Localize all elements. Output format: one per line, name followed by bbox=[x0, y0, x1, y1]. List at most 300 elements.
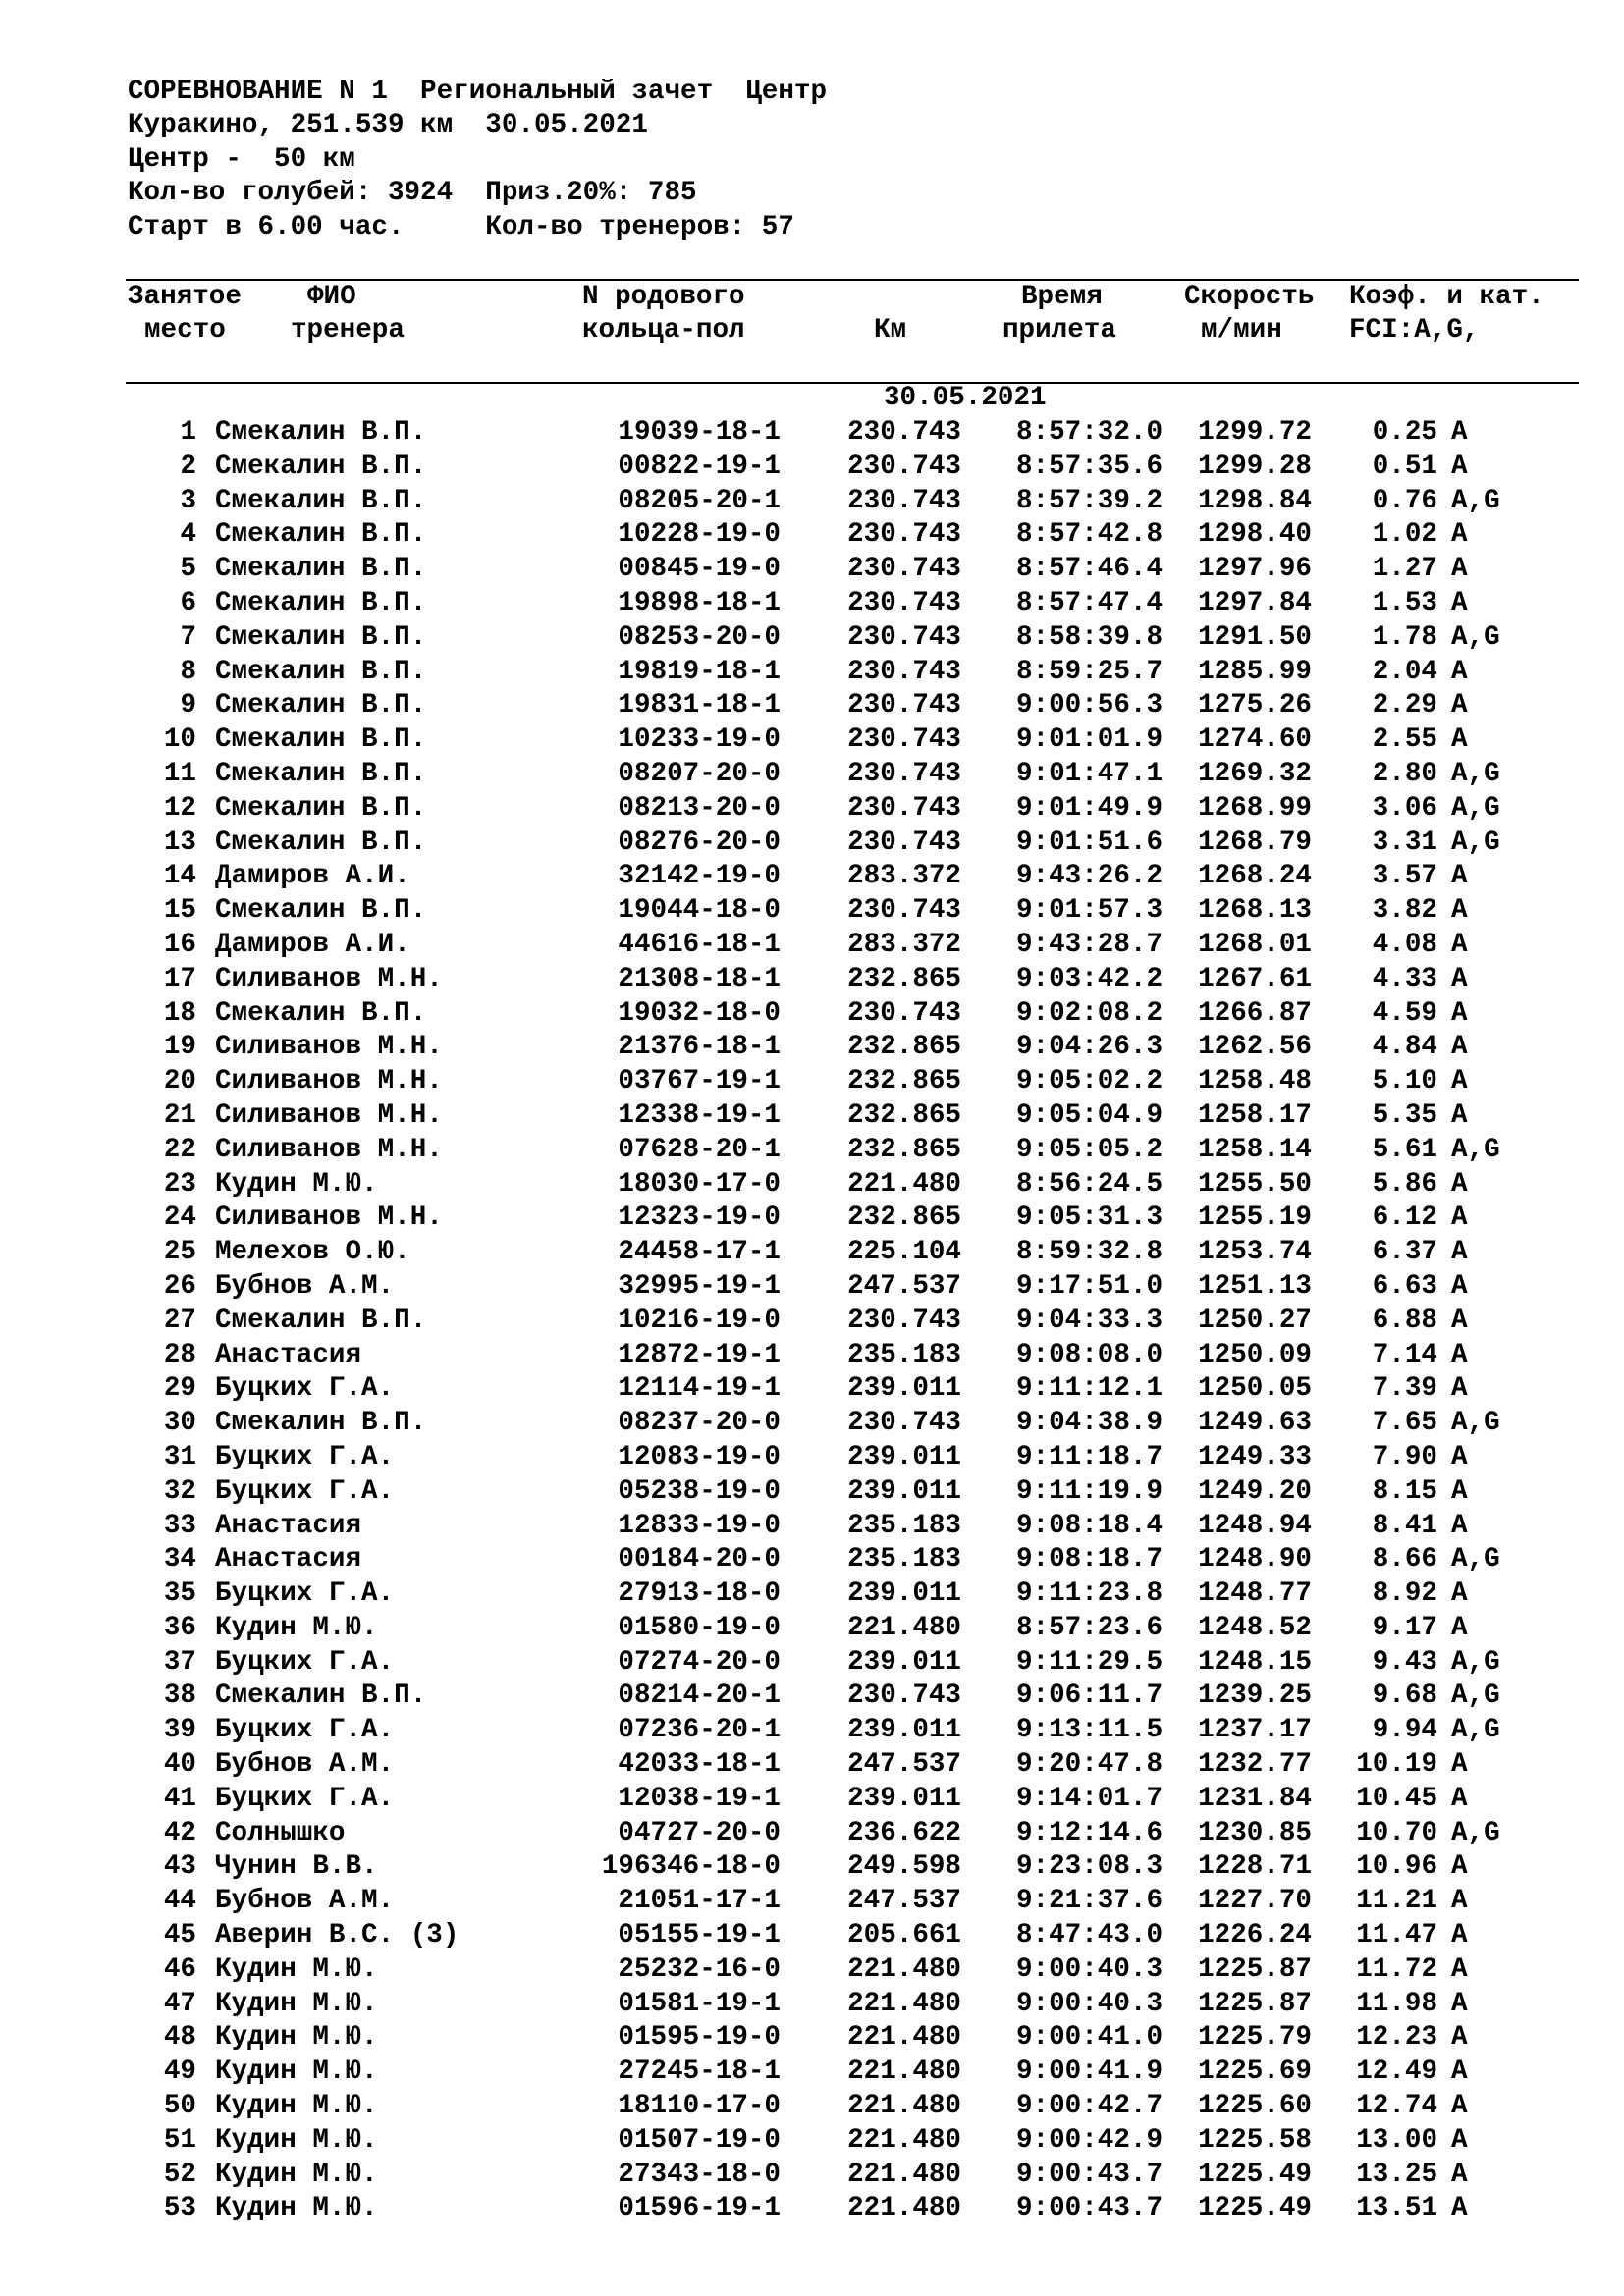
cell-place: 45 bbox=[163, 1920, 196, 1951]
cell-place: 46 bbox=[163, 1953, 196, 1985]
cell-cat: A bbox=[1451, 1578, 1468, 1610]
cell-km: 230.743 bbox=[847, 895, 961, 927]
table-row bbox=[0, 553, 1624, 587]
cell-speed: 1267.61 bbox=[1198, 963, 1312, 994]
cell-speed: 1248.90 bbox=[1198, 1544, 1312, 1575]
cell-speed: 1225.58 bbox=[1198, 2124, 1312, 2156]
cell-coef: 1.27 bbox=[1372, 554, 1437, 585]
cell-cat: A bbox=[1451, 929, 1468, 960]
cell-coef: 1.78 bbox=[1372, 621, 1437, 653]
cell-speed: 1285.99 bbox=[1198, 656, 1312, 687]
cell-coef: 13.51 bbox=[1356, 2193, 1437, 2224]
cell-cat: A,G bbox=[1451, 1715, 1500, 1746]
cell-coef: 7.39 bbox=[1372, 1373, 1437, 1405]
cell-name: Кудин М.Ю. bbox=[215, 1168, 378, 1200]
cell-speed: 1225.49 bbox=[1198, 2193, 1312, 2224]
cell-place: 52 bbox=[163, 2159, 196, 2190]
cell-time: 9:00:40.3 bbox=[1015, 1988, 1163, 2019]
cell-coef: 2.04 bbox=[1372, 656, 1437, 687]
cell-place: 50 bbox=[163, 2091, 196, 2122]
cell-ring: 18110-17-0 bbox=[618, 2091, 781, 2122]
cell-coef: 8.92 bbox=[1372, 1578, 1437, 1610]
cell-km: 232.865 bbox=[847, 1066, 961, 1097]
cell-cat: A bbox=[1451, 2056, 1468, 2088]
cell-name: Дамиров А.И. bbox=[215, 861, 410, 892]
cell-cat: A,G bbox=[1451, 485, 1500, 516]
cell-km: 232.865 bbox=[847, 1134, 961, 1165]
cell-place: 18 bbox=[163, 997, 196, 1029]
cell-km: 230.743 bbox=[847, 451, 961, 482]
cell-cat: A bbox=[1451, 1168, 1468, 1200]
cell-ring: 01581-19-1 bbox=[618, 1988, 781, 2019]
cell-cat: A,G bbox=[1451, 1544, 1500, 1575]
cell-km: 230.743 bbox=[847, 827, 961, 858]
table-row bbox=[0, 2159, 1624, 2193]
table-row bbox=[0, 1748, 1624, 1783]
cell-cat: A,G bbox=[1451, 1408, 1500, 1439]
cell-time: 8:59:25.7 bbox=[1015, 656, 1163, 687]
cell-time: 9:13:11.5 bbox=[1015, 1715, 1163, 1746]
cell-cat: A,G bbox=[1451, 792, 1500, 824]
cell-time: 9:11:12.1 bbox=[1015, 1373, 1163, 1405]
table-row bbox=[0, 1168, 1624, 1202]
col-name-label-2: тренера bbox=[291, 315, 405, 346]
cell-name: Смекалин В.П. bbox=[215, 451, 427, 482]
cell-speed: 1299.28 bbox=[1198, 451, 1312, 482]
cell-speed: 1258.17 bbox=[1198, 1099, 1312, 1131]
cell-cat: A bbox=[1451, 1510, 1468, 1541]
cell-ring: 12114-19-1 bbox=[618, 1373, 781, 1405]
table-row bbox=[0, 1919, 1624, 1953]
cell-time: 9:05:04.9 bbox=[1015, 1099, 1163, 1131]
cell-time: 8:56:24.5 bbox=[1015, 1168, 1163, 1200]
cell-place: 16 bbox=[163, 929, 196, 960]
cell-km: 221.480 bbox=[847, 2091, 961, 2122]
cell-time: 8:47:43.0 bbox=[1015, 1920, 1163, 1951]
cell-speed: 1299.72 bbox=[1198, 417, 1312, 448]
cell-name: Бубнов А.М. bbox=[215, 1270, 395, 1302]
cell-coef: 3.06 bbox=[1372, 792, 1437, 824]
cell-name: Буцких Г.А. bbox=[215, 1646, 395, 1678]
cell-speed: 1262.56 bbox=[1198, 1032, 1312, 1063]
cell-ring: 27245-18-1 bbox=[618, 2056, 781, 2088]
cell-place: 25 bbox=[163, 1237, 196, 1268]
cell-time: 9:05:31.3 bbox=[1015, 1202, 1163, 1234]
cell-time: 9:23:08.3 bbox=[1015, 1851, 1163, 1883]
cell-ring: 04727-20-0 bbox=[618, 1817, 781, 1848]
cell-ring: 12833-19-0 bbox=[618, 1510, 781, 1541]
table-row bbox=[0, 1646, 1624, 1681]
cell-place: 5 bbox=[180, 554, 196, 585]
cell-time: 8:57:39.2 bbox=[1015, 485, 1163, 516]
cell-km: 230.743 bbox=[847, 1305, 961, 1336]
cell-place: 17 bbox=[163, 963, 196, 994]
cell-coef: 3.57 bbox=[1372, 861, 1437, 892]
cell-coef: 2.55 bbox=[1372, 724, 1437, 756]
cell-cat: A bbox=[1451, 963, 1468, 994]
table-row bbox=[0, 1099, 1624, 1134]
cell-coef: 4.33 bbox=[1372, 963, 1437, 994]
cell-name: Смекалин В.П. bbox=[215, 758, 427, 789]
cell-coef: 4.84 bbox=[1372, 1032, 1437, 1063]
cell-speed: 1297.84 bbox=[1198, 587, 1312, 618]
cell-time: 8:57:23.6 bbox=[1015, 1612, 1163, 1643]
cell-ring: 01595-19-0 bbox=[618, 2022, 781, 2054]
cell-time: 9:00:41.0 bbox=[1015, 2022, 1163, 2054]
cell-name: Силиванов М.Н. bbox=[215, 1032, 443, 1063]
pigeons-count: Кол-во голубей: 3924 Приз.20%: 785 bbox=[128, 178, 697, 208]
cell-ring: 19831-18-1 bbox=[618, 690, 781, 721]
cell-place: 38 bbox=[163, 1681, 196, 1712]
table-row bbox=[0, 963, 1624, 997]
cell-time: 9:00:43.7 bbox=[1015, 2193, 1163, 2224]
cell-km: 221.480 bbox=[847, 1168, 961, 1200]
cell-speed: 1268.24 bbox=[1198, 861, 1312, 892]
cell-name: Смекалин В.П. bbox=[215, 690, 427, 721]
cell-ring: 08213-20-0 bbox=[618, 792, 781, 824]
cell-km: 230.743 bbox=[847, 554, 961, 585]
cell-ring: 19032-18-0 bbox=[618, 997, 781, 1029]
cell-time: 9:00:42.9 bbox=[1015, 2124, 1163, 2156]
table-row bbox=[0, 1031, 1624, 1065]
cell-cat: A bbox=[1451, 1099, 1468, 1131]
cell-cat: A bbox=[1451, 1783, 1468, 1814]
cell-place: 36 bbox=[163, 1612, 196, 1643]
cell-coef: 1.02 bbox=[1372, 519, 1437, 551]
cell-speed: 1232.77 bbox=[1198, 1749, 1312, 1781]
cell-time: 9:08:18.4 bbox=[1015, 1510, 1163, 1541]
cell-name: Буцких Г.А. bbox=[215, 1441, 395, 1472]
cell-speed: 1230.85 bbox=[1198, 1817, 1312, 1848]
cell-ring: 05155-19-1 bbox=[618, 1920, 781, 1951]
cell-speed: 1268.13 bbox=[1198, 895, 1312, 927]
cell-place: 1 bbox=[180, 417, 196, 448]
cell-name: Силиванов М.Н. bbox=[215, 1099, 443, 1131]
cell-name: Смекалин В.П. bbox=[215, 485, 427, 516]
cell-speed: 1291.50 bbox=[1198, 621, 1312, 653]
cell-ring: 12323-19-0 bbox=[618, 1202, 781, 1234]
cell-name: Смекалин В.П. bbox=[215, 1681, 427, 1712]
cell-km: 249.598 bbox=[847, 1851, 961, 1883]
col-place-label-1: Занятое bbox=[128, 282, 242, 312]
table-row bbox=[0, 1305, 1624, 1339]
cell-ring: 12038-19-1 bbox=[618, 1783, 781, 1814]
cell-speed: 1248.52 bbox=[1198, 1612, 1312, 1643]
cell-coef: 9.17 bbox=[1372, 1612, 1437, 1643]
cell-km: 221.480 bbox=[847, 2159, 961, 2190]
cell-name: Бубнов А.М. bbox=[215, 1749, 395, 1781]
cell-km: 221.480 bbox=[847, 1953, 961, 1985]
cell-time: 9:12:14.6 bbox=[1015, 1817, 1163, 1848]
cell-ring: 00845-19-0 bbox=[618, 554, 781, 585]
cell-km: 247.537 bbox=[847, 1270, 961, 1302]
cell-ring: 19044-18-0 bbox=[618, 895, 781, 927]
cell-speed: 1297.96 bbox=[1198, 554, 1312, 585]
col-speed-label-2: м/мин bbox=[1201, 315, 1282, 346]
cell-km: 225.104 bbox=[847, 1237, 961, 1268]
cell-time: 9:02:08.2 bbox=[1015, 997, 1163, 1029]
cell-ring: 08276-20-0 bbox=[618, 827, 781, 858]
cell-cat: A bbox=[1451, 2022, 1468, 2054]
cell-speed: 1268.79 bbox=[1198, 827, 1312, 858]
table-row bbox=[0, 2192, 1624, 2226]
cell-time: 9:08:18.7 bbox=[1015, 1544, 1163, 1575]
cell-km: 232.865 bbox=[847, 1202, 961, 1234]
cell-time: 8:57:32.0 bbox=[1015, 417, 1163, 448]
cell-coef: 7.65 bbox=[1372, 1408, 1437, 1439]
cell-km: 239.011 bbox=[847, 1783, 961, 1814]
cell-time: 8:57:42.8 bbox=[1015, 519, 1163, 551]
cell-place: 12 bbox=[163, 792, 196, 824]
cell-ring: 19819-18-1 bbox=[618, 656, 781, 687]
cell-place: 20 bbox=[163, 1066, 196, 1097]
cell-ring: 12872-19-1 bbox=[618, 1339, 781, 1370]
cell-cat: A bbox=[1451, 997, 1468, 1029]
cell-ring: 03767-19-1 bbox=[618, 1066, 781, 1097]
cell-cat: A,G bbox=[1451, 1817, 1500, 1848]
cell-km: 247.537 bbox=[847, 1749, 961, 1781]
cell-km: 235.183 bbox=[847, 1339, 961, 1370]
table-row bbox=[0, 1577, 1624, 1612]
cell-speed: 1239.25 bbox=[1198, 1681, 1312, 1712]
cell-ring: 21308-18-1 bbox=[618, 963, 781, 994]
cell-ring: 01507-19-0 bbox=[618, 2124, 781, 2156]
cell-coef: 12.74 bbox=[1356, 2091, 1437, 2122]
cell-time: 9:03:42.2 bbox=[1015, 963, 1163, 994]
cell-cat: A bbox=[1451, 417, 1468, 448]
cell-cat: A bbox=[1451, 1886, 1468, 1917]
cell-coef: 8.41 bbox=[1372, 1510, 1437, 1541]
cell-ring: 21051-17-1 bbox=[618, 1886, 781, 1917]
cell-speed: 1225.87 bbox=[1198, 1953, 1312, 1985]
cell-place: 31 bbox=[163, 1441, 196, 1472]
header-bottom-rule bbox=[126, 382, 1579, 384]
cell-name: Анастасия bbox=[215, 1339, 362, 1370]
cell-ring: 05238-19-0 bbox=[618, 1475, 781, 1507]
cell-speed: 1228.71 bbox=[1198, 1851, 1312, 1883]
cell-place: 9 bbox=[180, 690, 196, 721]
table-row bbox=[0, 2021, 1624, 2056]
cell-coef: 1.53 bbox=[1372, 587, 1437, 618]
cell-place: 33 bbox=[163, 1510, 196, 1541]
cell-ring: 19898-18-1 bbox=[618, 587, 781, 618]
cell-coef: 4.59 bbox=[1372, 997, 1437, 1029]
cell-coef: 12.49 bbox=[1356, 2056, 1437, 2088]
cell-cat: A,G bbox=[1451, 827, 1500, 858]
table-row bbox=[0, 1236, 1624, 1270]
cell-km: 239.011 bbox=[847, 1578, 961, 1610]
cell-speed: 1258.48 bbox=[1198, 1066, 1312, 1097]
cell-coef: 0.51 bbox=[1372, 451, 1437, 482]
competition-title: СОРЕВНОВАНИЕ N 1 Региональный зачет Центр bbox=[128, 77, 828, 107]
table-row bbox=[0, 1510, 1624, 1544]
cell-coef: 0.76 bbox=[1372, 485, 1437, 516]
cell-speed: 1298.40 bbox=[1198, 519, 1312, 551]
table-row bbox=[0, 1817, 1624, 1851]
cell-time: 8:59:32.8 bbox=[1015, 1237, 1163, 1268]
cell-name: Смекалин В.П. bbox=[215, 827, 427, 858]
table-row bbox=[0, 2056, 1624, 2090]
start-line: Старт в 6.00 час. Кол-во тренеров: 57 bbox=[128, 212, 794, 242]
cell-place: 34 bbox=[163, 1544, 196, 1575]
cell-time: 9:01:47.1 bbox=[1015, 758, 1163, 789]
cell-place: 2 bbox=[180, 451, 196, 482]
table-row bbox=[0, 723, 1624, 758]
cell-coef: 13.00 bbox=[1356, 2124, 1437, 2156]
cell-ring: 01580-19-0 bbox=[618, 1612, 781, 1643]
table-row bbox=[0, 1680, 1624, 1714]
cell-km: 221.480 bbox=[847, 2056, 961, 2088]
cell-place: 37 bbox=[163, 1646, 196, 1678]
cell-cat: A bbox=[1451, 1237, 1468, 1268]
cell-name: Смекалин В.П. bbox=[215, 895, 427, 927]
cell-place: 3 bbox=[180, 485, 196, 516]
cell-km: 236.622 bbox=[847, 1817, 961, 1848]
cell-place: 42 bbox=[163, 1817, 196, 1848]
cell-coef: 9.68 bbox=[1372, 1681, 1437, 1712]
cell-coef: 7.90 bbox=[1372, 1441, 1437, 1472]
cell-name: Чунин В.В. bbox=[215, 1851, 378, 1883]
cell-ring: 08214-20-1 bbox=[618, 1681, 781, 1712]
cell-place: 4 bbox=[180, 519, 196, 551]
cell-cat: A bbox=[1451, 519, 1468, 551]
cell-time: 9:06:11.7 bbox=[1015, 1681, 1163, 1712]
cell-cat: A bbox=[1451, 2193, 1468, 2224]
cell-coef: 10.70 bbox=[1356, 1817, 1437, 1848]
col-name-label-1: ФИО bbox=[307, 282, 356, 312]
cell-km: 230.743 bbox=[847, 1681, 961, 1712]
cell-place: 40 bbox=[163, 1749, 196, 1781]
cell-place: 27 bbox=[163, 1305, 196, 1336]
cell-km: 230.743 bbox=[847, 1408, 961, 1439]
cell-place: 21 bbox=[163, 1099, 196, 1131]
cell-km: 230.743 bbox=[847, 587, 961, 618]
cell-time: 8:57:47.4 bbox=[1015, 587, 1163, 618]
cell-ring: 12083-19-0 bbox=[618, 1441, 781, 1472]
col-coef-label-2: FCI:A,G, bbox=[1349, 315, 1480, 346]
cell-name: Кудин М.Ю. bbox=[215, 1988, 378, 2019]
table-row bbox=[0, 1372, 1624, 1407]
cell-ring: 19039-18-1 bbox=[618, 417, 781, 448]
cell-km: 230.743 bbox=[847, 519, 961, 551]
cell-speed: 1248.15 bbox=[1198, 1646, 1312, 1678]
col-ring-label-2: кольца-пол bbox=[582, 315, 745, 346]
table-row bbox=[0, 758, 1624, 792]
col-speed-label-1: Скорость bbox=[1184, 282, 1315, 312]
cell-place: 8 bbox=[180, 656, 196, 687]
cell-time: 9:04:33.3 bbox=[1015, 1305, 1163, 1336]
cell-place: 43 bbox=[163, 1851, 196, 1883]
table-row bbox=[0, 1850, 1624, 1885]
cell-coef: 3.82 bbox=[1372, 895, 1437, 927]
cell-place: 29 bbox=[163, 1373, 196, 1405]
cell-ring: 08205-20-1 bbox=[618, 485, 781, 516]
cell-place: 32 bbox=[163, 1475, 196, 1507]
cell-name: Дамиров А.И. bbox=[215, 929, 410, 960]
cell-cat: A bbox=[1451, 1202, 1468, 1234]
cell-coef: 5.61 bbox=[1372, 1134, 1437, 1165]
cell-cat: A bbox=[1451, 1475, 1468, 1507]
cell-speed: 1250.05 bbox=[1198, 1373, 1312, 1405]
cell-speed: 1231.84 bbox=[1198, 1783, 1312, 1814]
cell-speed: 1253.74 bbox=[1198, 1237, 1312, 1268]
cell-coef: 8.66 bbox=[1372, 1544, 1437, 1575]
cell-coef: 11.98 bbox=[1356, 1988, 1437, 2019]
cell-ring: 196346-18-0 bbox=[601, 1851, 781, 1883]
table-row bbox=[0, 1612, 1624, 1646]
table-row bbox=[0, 1339, 1624, 1373]
cell-km: 239.011 bbox=[847, 1441, 961, 1472]
cell-name: Анастасия bbox=[215, 1544, 362, 1575]
cell-name: Кудин М.Ю. bbox=[215, 2022, 378, 2054]
cell-speed: 1225.79 bbox=[1198, 2022, 1312, 2054]
cell-name: Кудин М.Ю. bbox=[215, 2091, 378, 2122]
cell-time: 9:01:57.3 bbox=[1015, 895, 1163, 927]
cell-ring: 08207-20-0 bbox=[618, 758, 781, 789]
cell-name: Буцких Г.А. bbox=[215, 1475, 395, 1507]
table-row bbox=[0, 1065, 1624, 1099]
cell-place: 7 bbox=[180, 621, 196, 653]
table-row bbox=[0, 1201, 1624, 1236]
cell-cat: A bbox=[1451, 451, 1468, 482]
table-row bbox=[0, 929, 1624, 963]
cell-cat: A,G bbox=[1451, 621, 1500, 653]
cell-place: 22 bbox=[163, 1134, 196, 1165]
cell-km: 232.865 bbox=[847, 1099, 961, 1131]
cell-coef: 10.45 bbox=[1356, 1783, 1437, 1814]
cell-cat: A,G bbox=[1451, 1134, 1500, 1165]
cell-cat: A bbox=[1451, 587, 1468, 618]
cell-place: 26 bbox=[163, 1270, 196, 1302]
cell-speed: 1274.60 bbox=[1198, 724, 1312, 756]
table-row bbox=[0, 1475, 1624, 1510]
cell-cat: A bbox=[1451, 1851, 1468, 1883]
table-row bbox=[0, 416, 1624, 451]
cell-speed: 1258.14 bbox=[1198, 1134, 1312, 1165]
cell-place: 19 bbox=[163, 1032, 196, 1063]
cell-name: Кудин М.Ю. bbox=[215, 2159, 378, 2190]
col-coef-label-1: Коэф. и кат. bbox=[1349, 282, 1544, 312]
cell-speed: 1298.84 bbox=[1198, 485, 1312, 516]
cell-ring: 00184-20-0 bbox=[618, 1544, 781, 1575]
cell-name: Смекалин В.П. bbox=[215, 1305, 427, 1336]
table-row bbox=[0, 1783, 1624, 1817]
cell-time: 9:00:41.9 bbox=[1015, 2056, 1163, 2088]
cell-coef: 2.80 bbox=[1372, 758, 1437, 789]
cell-km: 221.480 bbox=[847, 2022, 961, 2054]
cell-km: 230.743 bbox=[847, 724, 961, 756]
cell-name: Смекалин В.П. bbox=[215, 519, 427, 551]
cell-cat: A bbox=[1451, 1920, 1468, 1951]
cell-time: 9:11:18.7 bbox=[1015, 1441, 1163, 1472]
release-point: Куракино, 251.539 км 30.05.2021 bbox=[128, 110, 648, 140]
cell-coef: 6.37 bbox=[1372, 1237, 1437, 1268]
cell-speed: 1255.50 bbox=[1198, 1168, 1312, 1200]
cell-ring: 08237-20-0 bbox=[618, 1408, 781, 1439]
cell-coef: 2.29 bbox=[1372, 690, 1437, 721]
cell-km: 230.743 bbox=[847, 997, 961, 1029]
cell-name: Смекалин В.П. bbox=[215, 1408, 427, 1439]
cell-ring: 07236-20-1 bbox=[618, 1715, 781, 1746]
cell-coef: 6.88 bbox=[1372, 1305, 1437, 1336]
table-row bbox=[0, 860, 1624, 894]
cell-time: 9:00:43.7 bbox=[1015, 2159, 1163, 2190]
cell-cat: A,G bbox=[1451, 758, 1500, 789]
cell-time: 9:20:47.8 bbox=[1015, 1749, 1163, 1781]
cell-place: 30 bbox=[163, 1408, 196, 1439]
cell-place: 53 bbox=[163, 2193, 196, 2224]
cell-time: 9:05:02.2 bbox=[1015, 1066, 1163, 1097]
